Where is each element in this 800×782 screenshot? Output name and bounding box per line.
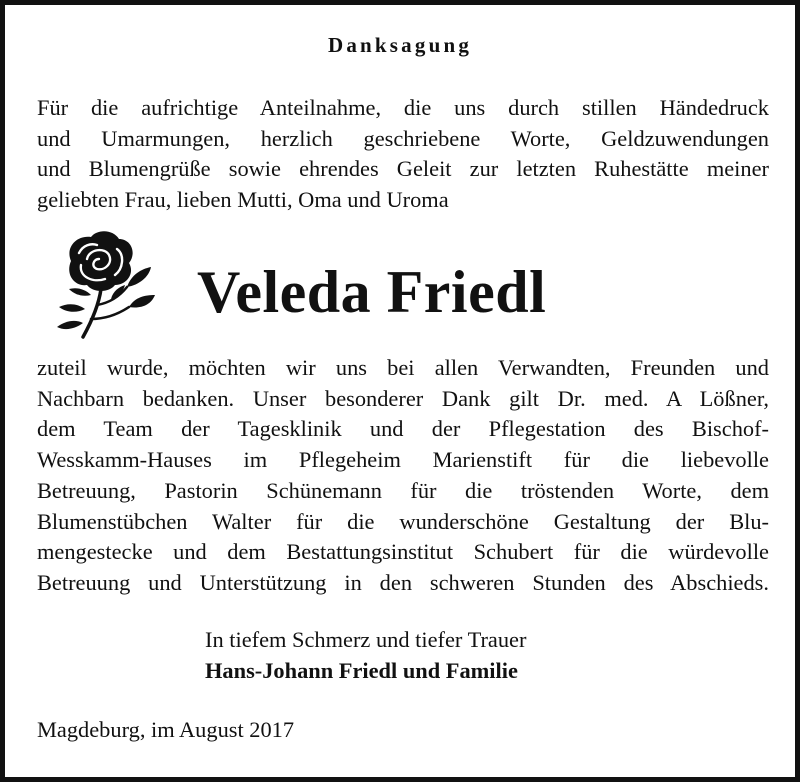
body-paragraph	[37, 353, 769, 599]
deceased-name: Veleda Friedl	[197, 259, 547, 325]
body-line: Nachbarn bedanken. Unser besonderer Dank gilt Dr. med. A Lößner,	[37, 385, 769, 411]
body-line: Wesskamm-Hauses im Pflegeheim Marienstift für die liebevolle	[37, 447, 769, 473]
body-line: dem Team der Tagesklinik und der Pflegestation des Bischof-	[37, 416, 769, 442]
body-line: Betreuung und Unterstützung in den schweren Stunden des Abschieds.	[37, 569, 769, 595]
intro-line: geliebten Frau, lieben Mutti, Oma und Uroma	[37, 187, 449, 213]
body-line: Betreuung, Pastorin Schünemann für die tröstenden Worte, dem	[37, 477, 769, 503]
place-date: Magdeburg, im August 2017	[37, 717, 295, 742]
rose-icon	[39, 225, 159, 345]
closing-line: In tiefem Schmerz und tiefer Trauer	[205, 627, 527, 652]
body-line: zuteil wurde, möchten wir uns bei allen Verwandten, Freunden und	[37, 355, 769, 380]
notice-heading: Danksagung	[327, 33, 473, 57]
intro-line: und Blumengrüße sowie ehrendes Geleit zur letzten Ruhestätte meiner	[37, 156, 769, 182]
intro-line: Für die aufrichtige Anteilnahme, die uns durch stillen Händedruck	[37, 95, 769, 120]
body-line: Blumenstübchen Walter für die wunderschöne Gestaltung der Blu-	[37, 508, 769, 534]
intro-line: und Umarmungen, herzlich geschriebene Worte, Geldzuwendungen	[37, 125, 769, 151]
body-line: mengestecke und dem Bestattungsinstitut Schubert für die würdevolle	[37, 539, 769, 565]
signature: Hans-Johann Friedl und Familie	[205, 658, 518, 683]
intro-paragraph	[37, 93, 769, 216]
